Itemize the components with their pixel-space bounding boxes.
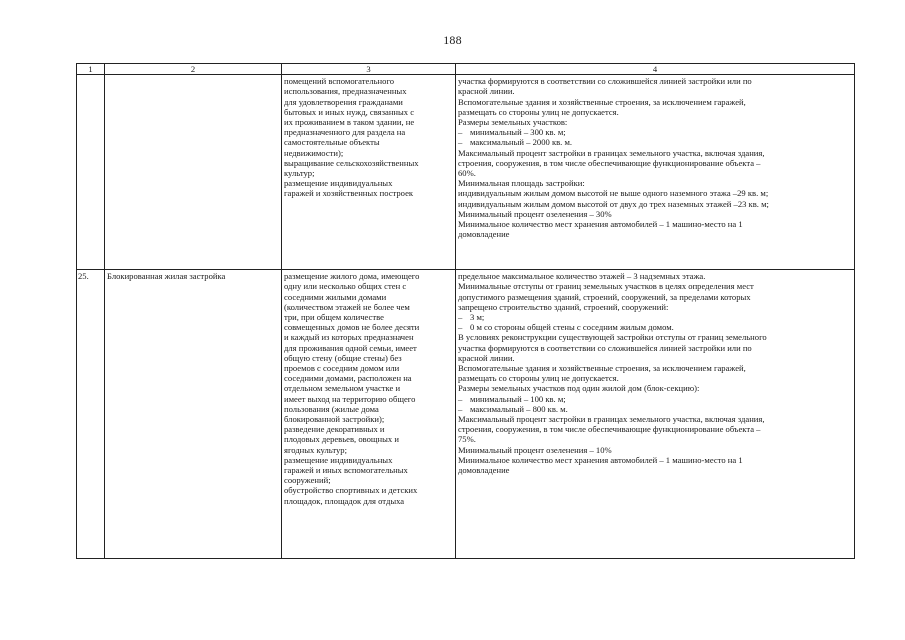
description-line: гаражей и иных вспомогательных <box>284 465 408 476</box>
list-dash: – <box>458 312 463 323</box>
parameter-line: допустимого размещения зданий, строений, сооружений, за пределами которых <box>458 291 751 302</box>
table-row <box>77 270 855 559</box>
land-use-name-cell <box>105 75 282 270</box>
description-line: культур; <box>284 168 315 179</box>
parameter-line: домовладение <box>458 465 510 476</box>
description-line: ягодных культур; <box>284 444 347 455</box>
parameter-list-item <box>458 127 852 137</box>
page-number: 188 <box>443 33 462 47</box>
description-line: и каждый из которых предназначен <box>284 332 414 343</box>
parameter-line: Максимальный процент застройки в границах земельного участка, включая здания, <box>458 414 765 425</box>
description-line: для удовлетворения гражданами <box>284 96 403 107</box>
description-line: отдельном земельном участке и <box>284 383 401 394</box>
description-line: для проживания одной семьи, имеет <box>284 342 417 353</box>
list-dash: – <box>458 393 463 404</box>
description-line: их проживанием в таком здании, не <box>284 117 415 128</box>
description-line: бытовых и иных нужд, связанных с <box>284 106 415 117</box>
description-line: недвижимости); <box>284 147 344 158</box>
column-header-1: 1 <box>77 64 105 75</box>
parameter-line: строения, сооружения, в том числе обеспечивающие функционирование объекта – <box>458 424 761 435</box>
parameter-line: Вспомогательные здания и хозяйственные строения, за исключением гаражей, <box>458 363 746 374</box>
table-row <box>77 75 855 270</box>
description-line: выращивание сельскохозяйственных <box>284 157 419 168</box>
column-header-4: 4 <box>456 64 855 75</box>
description-line: одну или несколько общих стен с <box>284 281 407 292</box>
parameter-line: индивидуальным жилым домом высотой от двух до трех наземных этажей –23 кв. м; <box>458 198 769 209</box>
description-line: предназначенного для раздела на <box>284 127 406 138</box>
parameters-cell <box>456 75 855 270</box>
description-line: гаражей и хозяйственных построек <box>284 188 414 199</box>
parameter-line: участка формируются в соответствии со сложившейся линией застройки или по <box>458 76 752 87</box>
parameter-line: 60%. <box>458 168 476 179</box>
description-line: плодовых деревьев, овощных и <box>284 434 399 445</box>
description-line: совмещенных домов не более десяти <box>284 322 420 333</box>
parameter-line: красной линии. <box>458 86 515 97</box>
row-number-cell <box>77 75 105 270</box>
parameter-line: запрещено строительство зданий, строений, сооружений: <box>458 301 669 312</box>
list-item-text: максимальный – 2000 кв. м. <box>470 137 573 148</box>
description-line: соседними жилыми домами <box>284 291 387 302</box>
parameter-line: домовладение <box>458 229 510 240</box>
row-number-cell: 25. <box>77 270 105 559</box>
parameter-line: Минимальная площадь застройки: <box>458 178 585 189</box>
parameter-line: Минимальный процент озеленения – 10% <box>458 444 612 455</box>
permitted-use-description-cell <box>282 75 456 270</box>
description-line: обустройство спортивных и детских <box>284 485 418 496</box>
parameter-list-item <box>458 404 852 414</box>
description-line: использования, предназначенных <box>284 86 407 97</box>
parameter-list-item <box>458 312 852 322</box>
list-dash: – <box>458 322 463 333</box>
parameter-line: размещать со стороны улиц не допускается. <box>458 106 619 117</box>
parameter-line: Минимальные отступы от границ земельных участков в целях определения мест <box>458 281 754 292</box>
list-dash: – <box>458 137 463 148</box>
description-line: размещение индивидуальных <box>284 178 393 189</box>
parameter-list-item <box>458 322 852 332</box>
parameter-list-item <box>458 394 852 404</box>
description-line: площадок, площадок для отдыха <box>284 495 405 506</box>
description-line: общую стену (общие стены) без <box>284 352 402 363</box>
list-dash: – <box>458 403 463 414</box>
description-line: самостоятельные объекты <box>284 137 380 148</box>
parameter-line: Минимальный процент озеленения – 30% <box>458 208 612 219</box>
parameter-line: участка формируются в соответствии со сложившейся линией застройки или по <box>458 342 752 353</box>
description-line: помещений вспомогательного <box>284 76 395 87</box>
description-line: размещение индивидуальных <box>284 454 393 465</box>
description-line: имеет выход на территорию общего <box>284 393 416 404</box>
parameter-line: Размеры земельных участков под один жилой дом (блок-секцию): <box>458 383 700 394</box>
parameter-line: красной линии. <box>458 352 515 363</box>
parameters-cell <box>456 270 855 559</box>
description-line: размещение жилого дома, имеющего <box>284 271 420 282</box>
parameter-line: В условиях реконструкции существующей застройки отступы от границ земельного <box>458 332 767 343</box>
list-item-text: минимальный – 100 кв. м; <box>470 393 566 404</box>
parameter-line: Размеры земельных участков: <box>458 117 568 128</box>
description-line: (количеством этажей не более чем <box>284 301 410 312</box>
parameter-line: 75%. <box>458 434 476 445</box>
description-line: пользования (жилые дома <box>284 403 379 414</box>
parameter-line: Максимальный процент застройки в границах земельного участка, включая здания, <box>458 147 765 158</box>
description-line: три, при общем количестве <box>284 312 384 323</box>
table-header-row <box>77 64 855 75</box>
parameter-line: индивидуальным жилым домом высотой не выше одного наземного этажа –29 кв. м; <box>458 188 769 199</box>
list-item-text: 3 м; <box>470 312 485 323</box>
column-header-3: 3 <box>282 64 456 75</box>
description-line: сооружений; <box>284 475 331 486</box>
description-line: разведение декоративных и <box>284 424 385 435</box>
table-body <box>77 75 855 559</box>
parameter-line: строения, сооружения, в том числе обеспечивающие функционирование объекта – <box>458 157 761 168</box>
parameter-list-item <box>458 137 852 147</box>
land-use-name-cell: Блокированная жилая застройка <box>105 270 282 559</box>
list-item-text: минимальный – 300 кв. м; <box>470 127 566 138</box>
description-line: проемов с соседним домом или <box>284 363 400 374</box>
parameter-line: размещать со стороны улиц не допускается. <box>458 373 619 384</box>
parameter-line: предельное максимальное количество этажей – 3 надземных этажа. <box>458 271 706 282</box>
column-header-2: 2 <box>105 64 282 75</box>
permitted-use-description-cell <box>282 270 456 559</box>
parameter-line: Минимальное количество мест хранения автомобилей – 1 машино-место на 1 <box>458 454 743 465</box>
parameter-line: Вспомогательные здания и хозяйственные строения, за исключением гаражей, <box>458 96 746 107</box>
list-item-text: 0 м со стороны общей стены с соседним жилым домом. <box>470 322 674 333</box>
description-line: блокированной застройки); <box>284 414 385 425</box>
description-line: соседними домами, расположен на <box>284 373 412 384</box>
parameter-line: Минимальное количество мест хранения автомобилей – 1 машино-место на 1 <box>458 219 743 230</box>
list-dash: – <box>458 127 463 138</box>
list-item-text: максимальный – 800 кв. м. <box>470 403 568 414</box>
regulations-table <box>76 63 855 559</box>
